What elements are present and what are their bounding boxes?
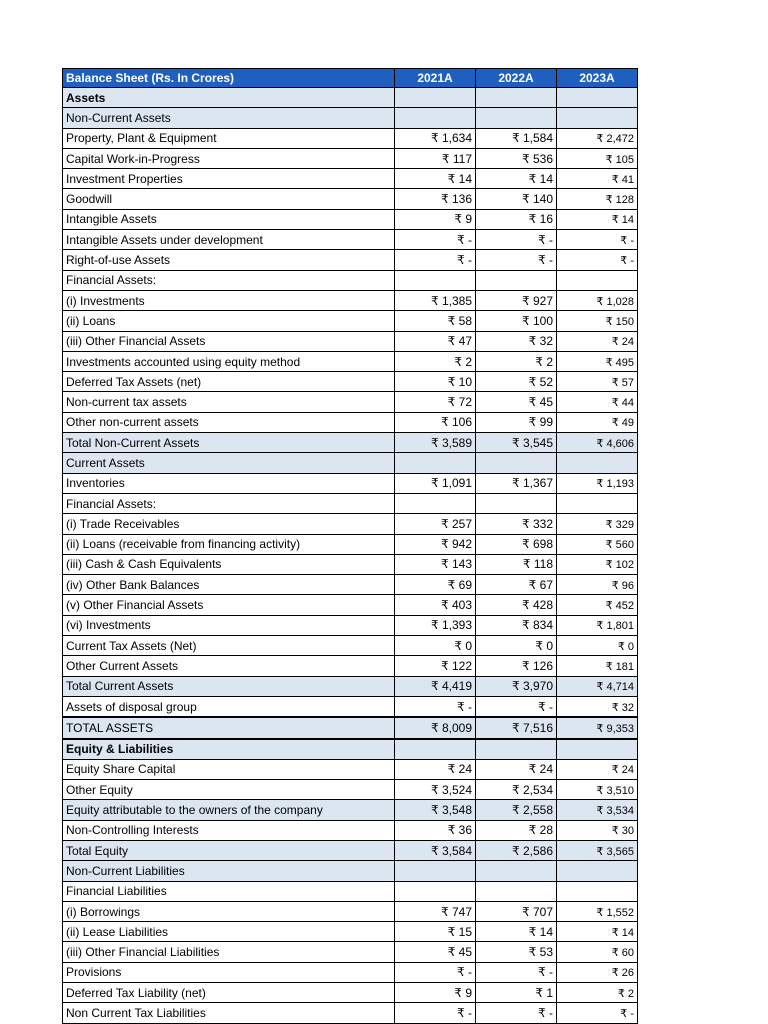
value-cell[interactable] bbox=[557, 453, 638, 473]
table-row bbox=[63, 554, 638, 574]
value-cell[interactable]: ₹ 0 bbox=[557, 636, 638, 656]
table-row bbox=[63, 780, 638, 800]
table-row bbox=[63, 392, 638, 412]
value-cell[interactable]: ₹ 495 bbox=[557, 351, 638, 371]
table-row bbox=[63, 1003, 638, 1023]
value-cell[interactable]: ₹ - bbox=[557, 1003, 638, 1023]
value-cell[interactable]: ₹ 14 bbox=[557, 209, 638, 229]
row-label-cell[interactable]: Right-of-use Assets bbox=[63, 250, 395, 270]
value-cell[interactable]: ₹ 67 bbox=[476, 575, 557, 595]
value-cell[interactable]: ₹ 1,584 bbox=[476, 128, 557, 148]
table-row bbox=[63, 473, 638, 493]
value-cell[interactable]: ₹ - bbox=[395, 696, 476, 717]
value-cell[interactable]: ₹ 140 bbox=[476, 189, 557, 209]
value-cell[interactable]: ₹ 2,534 bbox=[476, 780, 557, 800]
value-cell[interactable]: ₹ 2 bbox=[557, 983, 638, 1003]
table-row bbox=[63, 169, 638, 189]
value-cell[interactable]: ₹ 105 bbox=[557, 148, 638, 168]
row-label-cell[interactable]: Assets of disposal group bbox=[63, 696, 395, 717]
row-label-cell[interactable]: (iii) Other Financial Assets bbox=[63, 331, 395, 351]
row-label-cell[interactable]: Deferred Tax Liability (net) bbox=[63, 983, 395, 1003]
value-cell[interactable]: ₹ 2,472 bbox=[557, 128, 638, 148]
value-cell[interactable]: ₹ 403 bbox=[395, 595, 476, 615]
row-label-cell[interactable]: Non Current Tax Liabilities bbox=[63, 1003, 395, 1023]
value-cell[interactable]: ₹ 102 bbox=[557, 554, 638, 574]
row-label-cell[interactable]: Equity Share Capital bbox=[63, 759, 395, 779]
value-cell[interactable] bbox=[476, 881, 557, 901]
value-cell[interactable]: ₹ 1,028 bbox=[557, 290, 638, 310]
value-cell[interactable]: ₹ 36 bbox=[395, 820, 476, 840]
table-row bbox=[63, 108, 638, 128]
value-cell[interactable]: ₹ 96 bbox=[557, 575, 638, 595]
table-row bbox=[63, 331, 638, 351]
table-row bbox=[63, 290, 638, 310]
row-label-cell[interactable]: (iii) Cash & Cash Equivalents bbox=[63, 554, 395, 574]
row-label-cell[interactable]: Deferred Tax Assets (net) bbox=[63, 372, 395, 392]
row-label-cell[interactable]: Assets bbox=[63, 88, 395, 108]
value-cell[interactable]: ₹ 257 bbox=[395, 514, 476, 534]
value-cell[interactable]: ₹ 707 bbox=[476, 901, 557, 921]
row-label-cell[interactable]: (ii) Lease Liabilities bbox=[63, 922, 395, 942]
value-cell[interactable]: ₹ 10 bbox=[395, 372, 476, 392]
table-row bbox=[63, 493, 638, 513]
table-row bbox=[63, 189, 638, 209]
table-row bbox=[63, 412, 638, 432]
row-label-cell[interactable]: (iv) Other Bank Balances bbox=[63, 575, 395, 595]
table-row bbox=[63, 717, 638, 738]
row-label-cell[interactable]: Capital Work-in-Progress bbox=[63, 148, 395, 168]
table-row bbox=[63, 311, 638, 331]
table-row bbox=[63, 514, 638, 534]
value-cell[interactable]: ₹ 3,534 bbox=[557, 800, 638, 820]
row-label-cell[interactable]: Total Non-Current Assets bbox=[63, 433, 395, 453]
table-row bbox=[63, 820, 638, 840]
value-cell[interactable] bbox=[557, 88, 638, 108]
row-label-cell[interactable]: Other Current Assets bbox=[63, 656, 395, 676]
value-cell[interactable]: ₹ 9,353 bbox=[557, 717, 638, 738]
value-cell[interactable]: ₹ 1,091 bbox=[395, 473, 476, 493]
value-cell[interactable] bbox=[476, 108, 557, 128]
row-label-cell[interactable]: Financial Assets: bbox=[63, 270, 395, 290]
value-cell[interactable]: ₹ 428 bbox=[476, 595, 557, 615]
value-cell[interactable]: ₹ 1,393 bbox=[395, 615, 476, 635]
value-cell[interactable]: ₹ 9 bbox=[395, 209, 476, 229]
value-cell[interactable] bbox=[395, 270, 476, 290]
table-row bbox=[63, 881, 638, 901]
value-cell[interactable]: ₹ 927 bbox=[476, 290, 557, 310]
value-cell[interactable] bbox=[557, 270, 638, 290]
row-label-cell[interactable]: Property, Plant & Equipment bbox=[63, 128, 395, 148]
value-cell[interactable]: ₹ 4,606 bbox=[557, 433, 638, 453]
value-cell[interactable]: ₹ 14 bbox=[557, 922, 638, 942]
table-row bbox=[63, 759, 638, 779]
value-cell[interactable]: ₹ 126 bbox=[476, 656, 557, 676]
value-cell[interactable]: ₹ - bbox=[557, 230, 638, 250]
table-title[interactable]: Balance Sheet (Rs. In Crores) bbox=[63, 69, 395, 88]
row-label-cell[interactable]: (i) Borrowings bbox=[63, 901, 395, 921]
value-cell[interactable]: ₹ 329 bbox=[557, 514, 638, 534]
value-cell[interactable]: ₹ 8,009 bbox=[395, 717, 476, 738]
row-label-cell[interactable]: Non-Current Liabilities bbox=[63, 861, 395, 881]
value-cell[interactable]: ₹ - bbox=[395, 250, 476, 270]
value-cell[interactable]: ₹ - bbox=[476, 696, 557, 717]
row-label-cell[interactable]: Investment Properties bbox=[63, 169, 395, 189]
value-cell[interactable] bbox=[557, 739, 638, 760]
value-cell[interactable]: ₹ 1,552 bbox=[557, 901, 638, 921]
table-row bbox=[63, 128, 638, 148]
value-cell[interactable]: ₹ 32 bbox=[476, 331, 557, 351]
value-cell[interactable]: ₹ 1 bbox=[476, 983, 557, 1003]
value-cell[interactable]: ₹ 747 bbox=[395, 901, 476, 921]
value-cell[interactable]: ₹ 26 bbox=[557, 962, 638, 982]
value-cell[interactable] bbox=[476, 861, 557, 881]
row-label-cell[interactable]: Non-Current Assets bbox=[63, 108, 395, 128]
value-cell[interactable]: ₹ 3,565 bbox=[557, 840, 638, 860]
table-row bbox=[63, 983, 638, 1003]
table-row bbox=[63, 148, 638, 168]
table-row bbox=[63, 656, 638, 676]
value-cell[interactable]: ₹ 24 bbox=[557, 331, 638, 351]
value-cell[interactable]: ₹ 24 bbox=[395, 759, 476, 779]
value-cell[interactable]: ₹ 3,545 bbox=[476, 433, 557, 453]
value-cell[interactable]: ₹ 14 bbox=[476, 169, 557, 189]
table-row bbox=[63, 942, 638, 962]
value-cell[interactable]: ₹ 3,524 bbox=[395, 780, 476, 800]
value-cell[interactable]: ₹ 122 bbox=[395, 656, 476, 676]
row-label-cell[interactable]: Financial Assets: bbox=[63, 493, 395, 513]
table-row bbox=[63, 250, 638, 270]
row-label-cell[interactable]: (i) Investments bbox=[63, 290, 395, 310]
value-cell[interactable]: ₹ 942 bbox=[395, 534, 476, 554]
value-cell[interactable]: ₹ 834 bbox=[476, 615, 557, 635]
row-label-cell[interactable]: (v) Other Financial Assets bbox=[63, 595, 395, 615]
row-label-cell[interactable]: Current Tax Assets (Net) bbox=[63, 636, 395, 656]
value-cell[interactable]: ₹ 100 bbox=[476, 311, 557, 331]
table-row bbox=[63, 230, 638, 250]
row-label-cell[interactable]: (iii) Other Financial Liabilities bbox=[63, 942, 395, 962]
value-cell[interactable]: ₹ 1,634 bbox=[395, 128, 476, 148]
table-row bbox=[63, 901, 638, 921]
value-cell[interactable]: ₹ 106 bbox=[395, 412, 476, 432]
row-label-cell[interactable]: Intangible Assets bbox=[63, 209, 395, 229]
value-cell[interactable]: ₹ 143 bbox=[395, 554, 476, 574]
value-cell[interactable]: ₹ - bbox=[557, 250, 638, 270]
value-cell[interactable]: ₹ 9 bbox=[395, 983, 476, 1003]
value-cell[interactable] bbox=[395, 861, 476, 881]
row-label-cell[interactable]: Other Equity bbox=[63, 780, 395, 800]
value-cell[interactable]: ₹ 3,584 bbox=[395, 840, 476, 860]
value-cell[interactable]: ₹ 150 bbox=[557, 311, 638, 331]
value-cell[interactable]: ₹ 3,589 bbox=[395, 433, 476, 453]
value-cell[interactable]: ₹ 69 bbox=[395, 575, 476, 595]
value-cell[interactable]: ₹ 60 bbox=[557, 942, 638, 962]
value-cell[interactable]: ₹ - bbox=[476, 1003, 557, 1023]
table-row bbox=[63, 433, 638, 453]
value-cell[interactable]: ₹ - bbox=[395, 962, 476, 982]
table-row bbox=[63, 209, 638, 229]
row-label-cell[interactable]: Intangible Assets under development bbox=[63, 230, 395, 250]
value-cell[interactable]: ₹ - bbox=[476, 230, 557, 250]
value-cell[interactable]: ₹ - bbox=[476, 250, 557, 270]
table-row bbox=[63, 962, 638, 982]
value-cell[interactable]: ₹ 24 bbox=[476, 759, 557, 779]
table-row bbox=[63, 575, 638, 595]
value-cell[interactable]: ₹ 28 bbox=[476, 820, 557, 840]
value-cell[interactable] bbox=[476, 493, 557, 513]
value-cell[interactable]: ₹ 44 bbox=[557, 392, 638, 412]
year-header[interactable]: 2022A bbox=[476, 69, 557, 88]
value-cell[interactable]: ₹ 1,367 bbox=[476, 473, 557, 493]
row-label-cell[interactable]: Equity attributable to the owners of the company bbox=[63, 800, 395, 820]
value-cell[interactable]: ₹ 117 bbox=[395, 148, 476, 168]
value-cell[interactable]: ₹ 32 bbox=[557, 696, 638, 717]
value-cell[interactable]: ₹ 7,516 bbox=[476, 717, 557, 738]
value-cell[interactable]: ₹ 452 bbox=[557, 595, 638, 615]
value-cell[interactable]: ₹ 0 bbox=[476, 636, 557, 656]
table-row bbox=[63, 840, 638, 860]
value-cell[interactable]: ₹ 53 bbox=[476, 942, 557, 962]
value-cell[interactable]: ₹ 4,419 bbox=[395, 676, 476, 696]
row-label-cell[interactable]: Provisions bbox=[63, 962, 395, 982]
row-label-cell[interactable]: (vi) Investments bbox=[63, 615, 395, 635]
table-row bbox=[63, 739, 638, 760]
row-label-cell[interactable]: Total Current Assets bbox=[63, 676, 395, 696]
value-cell[interactable] bbox=[395, 108, 476, 128]
value-cell[interactable]: ₹ 99 bbox=[476, 412, 557, 432]
value-cell[interactable]: ₹ 2 bbox=[395, 351, 476, 371]
table-row bbox=[63, 270, 638, 290]
row-label-cell[interactable]: Investments accounted using equity method bbox=[63, 351, 395, 371]
value-cell[interactable]: ₹ 2 bbox=[476, 351, 557, 371]
value-cell[interactable]: ₹ 118 bbox=[476, 554, 557, 574]
value-cell[interactable] bbox=[476, 270, 557, 290]
value-cell[interactable]: ₹ 16 bbox=[476, 209, 557, 229]
row-label-cell[interactable]: Inventories bbox=[63, 473, 395, 493]
value-cell[interactable]: ₹ 4,714 bbox=[557, 676, 638, 696]
value-cell[interactable]: ₹ 3,548 bbox=[395, 800, 476, 820]
value-cell[interactable]: ₹ - bbox=[476, 962, 557, 982]
value-cell[interactable]: ₹ 1,193 bbox=[557, 473, 638, 493]
value-cell[interactable]: ₹ 698 bbox=[476, 534, 557, 554]
value-cell[interactable] bbox=[395, 88, 476, 108]
value-cell[interactable]: ₹ 15 bbox=[395, 922, 476, 942]
value-cell[interactable] bbox=[557, 861, 638, 881]
row-label-cell[interactable]: Equity & Liabilities bbox=[63, 739, 395, 760]
value-cell[interactable] bbox=[395, 493, 476, 513]
value-cell[interactable]: ₹ 560 bbox=[557, 534, 638, 554]
value-cell[interactable]: ₹ 49 bbox=[557, 412, 638, 432]
value-cell[interactable] bbox=[395, 739, 476, 760]
table-row bbox=[63, 861, 638, 881]
value-cell[interactable] bbox=[557, 108, 638, 128]
value-cell[interactable]: ₹ 47 bbox=[395, 331, 476, 351]
row-label-cell[interactable]: TOTAL ASSETS bbox=[63, 717, 395, 738]
row-label-cell[interactable]: Non-Controlling Interests bbox=[63, 820, 395, 840]
value-cell[interactable]: ₹ - bbox=[395, 230, 476, 250]
value-cell[interactable] bbox=[476, 453, 557, 473]
table-row bbox=[63, 676, 638, 696]
value-cell[interactable]: ₹ 3,510 bbox=[557, 780, 638, 800]
row-label-cell[interactable]: (ii) Loans bbox=[63, 311, 395, 331]
value-cell[interactable]: ₹ 1,385 bbox=[395, 290, 476, 310]
table-row bbox=[63, 372, 638, 392]
value-cell[interactable]: ₹ 536 bbox=[476, 148, 557, 168]
value-cell[interactable]: ₹ 0 bbox=[395, 636, 476, 656]
row-label-cell[interactable]: Other non-current assets bbox=[63, 412, 395, 432]
table-row bbox=[63, 88, 638, 108]
value-cell[interactable] bbox=[395, 881, 476, 901]
row-label-cell[interactable]: Financial Liabilities bbox=[63, 881, 395, 901]
table-row bbox=[63, 696, 638, 717]
value-cell[interactable]: ₹ 41 bbox=[557, 169, 638, 189]
row-label-cell[interactable]: (i) Trade Receivables bbox=[63, 514, 395, 534]
header-row bbox=[63, 69, 638, 88]
value-cell[interactable]: ₹ 57 bbox=[557, 372, 638, 392]
table-row bbox=[63, 636, 638, 656]
table-row bbox=[63, 922, 638, 942]
table-row bbox=[63, 534, 638, 554]
value-cell[interactable]: ₹ 181 bbox=[557, 656, 638, 676]
value-cell[interactable]: ₹ 1,801 bbox=[557, 615, 638, 635]
value-cell[interactable]: ₹ 128 bbox=[557, 189, 638, 209]
value-cell[interactable] bbox=[557, 881, 638, 901]
value-cell[interactable]: ₹ 30 bbox=[557, 820, 638, 840]
table-row bbox=[63, 453, 638, 473]
value-cell[interactable]: ₹ 2,558 bbox=[476, 800, 557, 820]
value-cell[interactable]: ₹ 332 bbox=[476, 514, 557, 534]
value-cell[interactable]: ₹ 58 bbox=[395, 311, 476, 331]
balance-sheet-table bbox=[62, 68, 638, 1024]
value-cell[interactable] bbox=[395, 453, 476, 473]
value-cell[interactable] bbox=[557, 493, 638, 513]
value-cell[interactable]: ₹ 72 bbox=[395, 392, 476, 412]
year-header[interactable]: 2021A bbox=[395, 69, 476, 88]
table-row bbox=[63, 595, 638, 615]
value-cell[interactable]: ₹ 45 bbox=[476, 392, 557, 412]
value-cell[interactable]: ₹ 136 bbox=[395, 189, 476, 209]
value-cell[interactable]: ₹ - bbox=[395, 1003, 476, 1023]
row-label-cell[interactable]: Non-current tax assets bbox=[63, 392, 395, 412]
year-header[interactable]: 2023A bbox=[557, 69, 638, 88]
table-row bbox=[63, 615, 638, 635]
row-label-cell[interactable]: Total Equity bbox=[63, 840, 395, 860]
row-label-cell[interactable]: Current Assets bbox=[63, 453, 395, 473]
value-cell[interactable]: ₹ 3,970 bbox=[476, 676, 557, 696]
value-cell[interactable]: ₹ 2,586 bbox=[476, 840, 557, 860]
row-label-cell[interactable]: (ii) Loans (receivable from financing activity) bbox=[63, 534, 395, 554]
value-cell[interactable]: ₹ 14 bbox=[476, 922, 557, 942]
table-row bbox=[63, 800, 638, 820]
value-cell[interactable] bbox=[476, 739, 557, 760]
value-cell[interactable]: ₹ 45 bbox=[395, 942, 476, 962]
row-label-cell[interactable]: Goodwill bbox=[63, 189, 395, 209]
table-row bbox=[63, 351, 638, 371]
value-cell[interactable]: ₹ 24 bbox=[557, 759, 638, 779]
value-cell[interactable]: ₹ 52 bbox=[476, 372, 557, 392]
value-cell[interactable]: ₹ 14 bbox=[395, 169, 476, 189]
value-cell[interactable] bbox=[476, 88, 557, 108]
